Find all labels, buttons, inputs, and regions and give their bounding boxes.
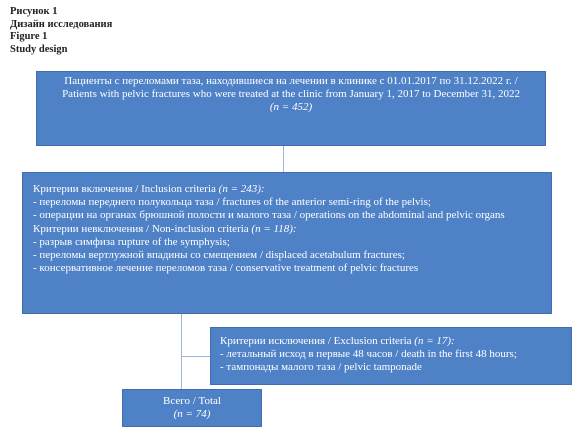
total-label: Всего / Total (163, 395, 221, 407)
figure-heading (10, 6, 112, 56)
noninclusion-criterion-2: - переломы вертлужной впадины со смещением / displaced acetabulum fractures; (33, 249, 405, 262)
noninclusion-criteria-title: Критерии невключения / Non-inclusion criteria (33, 222, 252, 235)
connector-criteria-to-total (181, 314, 182, 389)
patients-count: (n = 452) (269, 101, 313, 114)
inclusion-criteria-heading (33, 183, 543, 196)
figure-title-en: Study design (10, 43, 68, 55)
connector-top-to-criteria (283, 146, 284, 172)
total-box (122, 389, 262, 427)
criteria-box (22, 172, 552, 314)
total-count: (n = 74) (173, 408, 211, 421)
exclusion-criteria-title: Критерии исключения / Exclusion criteria (220, 335, 415, 347)
inclusion-criteria-count: (n = 243): (218, 183, 265, 195)
connector-branch-to-exclusion (181, 356, 210, 357)
inclusion-criterion-1: - переломы переднего полукольца таза / fractures of the anterior semi-ring of the pelvis; (33, 196, 431, 209)
exclusion-criteria-heading (220, 335, 565, 348)
patients-description: Пациенты с переломами таза, находившиеся на лечении в клинике с 01.01.2017 по 31.12.2022 г. / Patients with pelvic fractures who were treated at the clinic from January 1, 2017 to December 31, 2022 (62, 75, 520, 101)
exclusion-box (210, 327, 572, 385)
noninclusion-criteria-heading (33, 223, 543, 236)
figure-title-ru: Дизайн исследования (10, 18, 113, 30)
exclusion-criterion-2: - тампонады малого таза / pelvic tamponade (220, 361, 422, 374)
figure-label-en: Figure 1 (10, 31, 48, 42)
inclusion-criterion-2: - операции на органах брюшной полости и малого таза / operations on the abdominal and pelvic organs (33, 209, 505, 222)
noninclusion-criterion-3: - консервативное лечение переломов таза / conservative treatment of pelvic fractures (33, 262, 419, 275)
noninclusion-criteria-count: (n = 118): (251, 222, 297, 235)
exclusion-criteria-count: (n = 17): (414, 335, 455, 347)
patients-box (36, 71, 546, 146)
noninclusion-criterion-1: - разрыв симфиза rupture of the symphysis; (33, 235, 230, 248)
exclusion-criterion-1: - летальный исход в первые 48 часов / death in the first 48 hours; (220, 348, 517, 361)
figure-label-ru: Рисунок 1 (10, 6, 58, 17)
inclusion-criteria-title: Критерии включения / Inclusion criteria (33, 183, 219, 195)
